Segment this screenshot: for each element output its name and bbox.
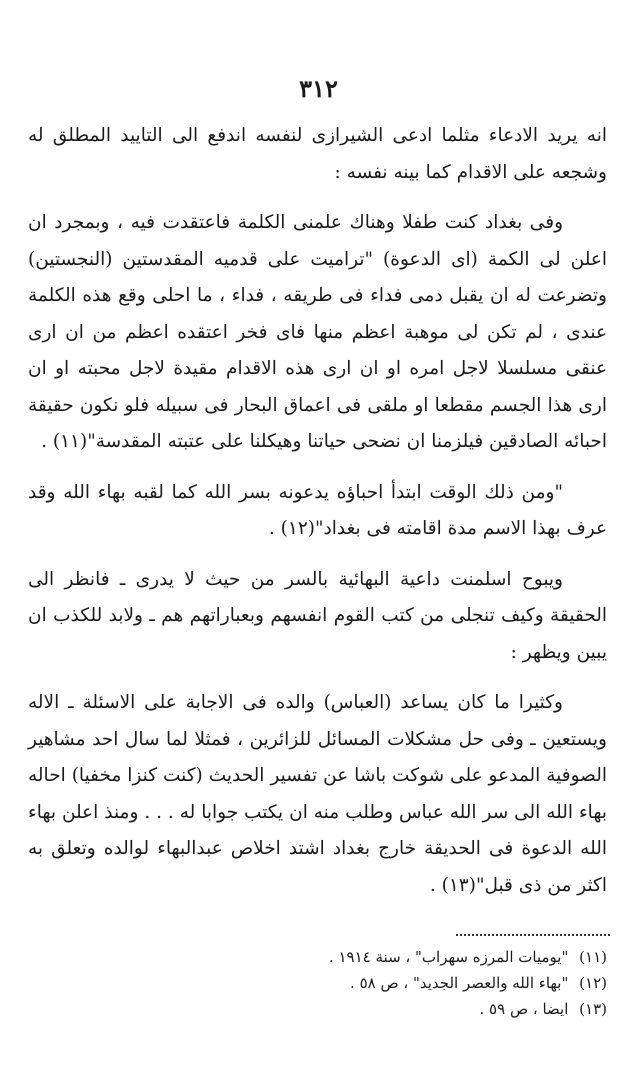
- footnote-text: "يوميات المرزه سهراب" ، سنة ١٩١٤ .: [328, 948, 569, 966]
- footnote-item: [28, 970, 607, 996]
- paragraph-quote-baghdad: وفى بغداد كنت طفلا وهناك علمنى الكلمة فاعتقدت فيه ، وبمجرد ان اعلن لى الكمة (اى الدعوة) "تراميت على قدميه المقدستين (النجستين) وتضرعت له ان يقبل دمى فداء فى طريقه ، فداء ، ما احلى وقع هذه الكلمة عندى ، لم تكن لى موهبة اعظم منها فاى فخر اعتقده اعظم من ان ارى عنقى مسلسلا لاجل امره او ان ارى هذه الاقدام مقيدة لاجل محبته او ان ارى هذا الجسم مقطعا او ملقى فى اعماق البحار فى سبيله فلو نكون حقيقة احبائه الصادقين فيلزمنا ان نضحى حياتنا وهيكلنا على عتبته المقدسة"(١١) .: [28, 212, 607, 452]
- footnotes: [28, 944, 607, 1022]
- footnote-text: "بهاء الله والعصر الجديد" ، ص ٥٨ .: [350, 974, 569, 992]
- footnote-separator: [456, 934, 610, 936]
- footnote-number: (١٢): [579, 974, 607, 992]
- footnote-text: ايضا ، ص ٥٩ .: [479, 1000, 569, 1018]
- paragraph-intro: انه يريد الادعاء مثلما ادعى الشيرازى لنفسه اندفع الى التاييد المطلق له وشجعه على الاقدام كما بينه نفسه :: [28, 125, 607, 183]
- paragraph-quote-secret: "ومن ذلك الوقت ابتدأ احباؤه يدعونه بسر الله كما لقبه بهاء الله وقد عرف بهذا الاسم مدة اقامته فى بغداد"(١٢) .: [28, 481, 607, 539]
- footnote-item: [28, 944, 607, 970]
- paragraph-assistance: وكثيرا ما كان يساعد (العباس) والده فى الاجابة على الاسئلة ـ الاله ويستعين ـ وفى حل مشكلات المسائل للزائرين ، فمثلا لما سال احد مشاهير الصوفية المدعو على شوكت باشا عن تفسير الحديث (كنت كنزا مخفيا) احاله بهاء الله الى سر الله عباس وطلب منه ان يكتب جوابا له . . . ومنذ اعلن بهاء الله الدعوة فى الحديقة خارج بغداد اشتد اخلاص عبدالبهاء لوالده وتعلق به اكثر من ذى قبل"(١٣) .: [28, 692, 607, 896]
- main-text: [28, 118, 607, 904]
- footnote-item: [28, 996, 607, 1022]
- footnote-number: (١١): [579, 948, 607, 966]
- paragraph-commentary: ويبوح اسلمنت داعية البهائية بالسر من حيث لا يدرى ـ فانظر الى الحقيقة وكيف تنجلى من كتب القوم انفسهم وبعباراتهم هم ـ ولابد للكذب ان يبين ويظهر :: [28, 568, 607, 663]
- footnote-number: (١٣): [579, 1000, 607, 1018]
- page-number: ٣١٢: [299, 74, 338, 103]
